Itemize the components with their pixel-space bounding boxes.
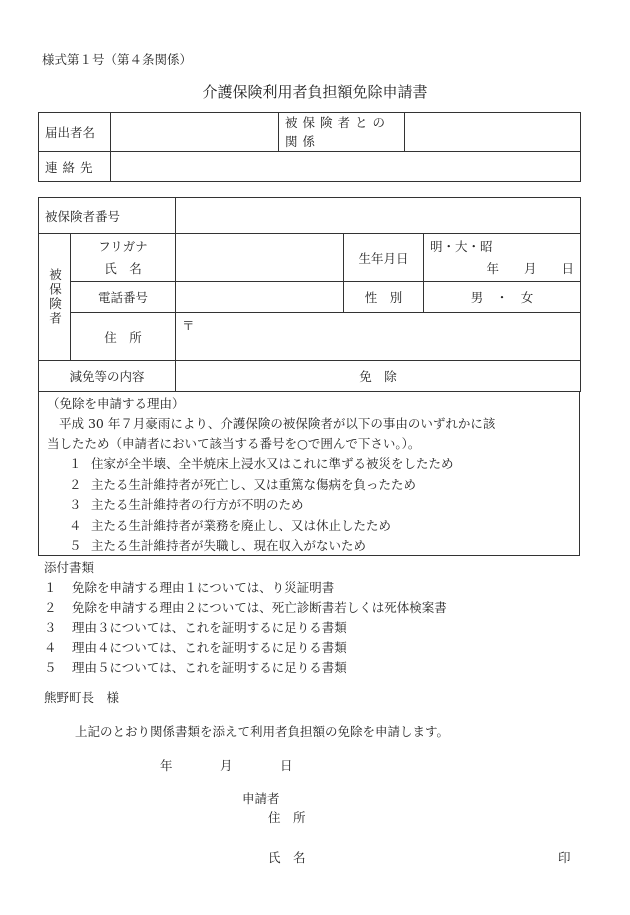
insured-number-label: 被保険者番号 [39,198,176,234]
applicant-name-label: 氏 名 [268,850,306,865]
date-year-label: 年 [160,758,173,773]
postal-mark: 〒 [182,318,195,333]
name-label-cell [71,234,176,282]
relation-label: 被保険者との関係 [279,113,405,152]
reason-item[interactable]: １ 住家が全半壊、全半焼床上浸水又はこれに準ずる被災をしたため [69,456,454,471]
reasons-intro-line2: 当したため（申請者において該当する番号を○で囲んで下さい。）。 [47,436,421,451]
applicant-address-label: 住 所 [268,810,306,825]
date-units: 年 月 日 [486,260,574,276]
reasons-box [38,392,580,556]
insured-table [38,197,581,392]
sex-options[interactable]: 男 ・ 女 [424,282,581,313]
attachments-section [44,558,447,678]
reason-item[interactable]: ３ 主たる生計維持者の行方が不明のため [69,497,304,512]
attachment-item: ４ 理由４については、これを証明するに足りる書類 [44,640,347,655]
phone-field[interactable] [176,282,344,313]
notifier-name-field[interactable] [111,113,279,152]
date-month-label: 月 [220,758,233,773]
furigana-label: フリガナ [98,238,148,254]
contact-label: 連絡先 [39,152,111,182]
form-number: 様式第１号（第４条関係） [42,52,193,67]
reason-item[interactable]: ４ 主たる生計維持者が業務を廃止し、又は休止したため [69,517,392,533]
insured-vertical-cell [39,234,71,361]
name-field[interactable] [176,234,344,282]
reduction-label: 減免等の内容 [39,361,176,392]
era-options[interactable]: 明・大・昭 [430,238,493,254]
attachment-item: ３ 理由３については、これを証明するに足りる書類 [44,620,347,635]
reduction-value: 免 除 [176,361,581,392]
birthdate-label: 生年月日 [344,234,424,282]
attachments-heading: 添付書類 [44,560,95,575]
notifier-label: 届出者名 [39,113,111,152]
attachment-item: １ 免除を申請する理由１については、り災証明書 [44,580,335,595]
relation-field[interactable] [405,113,581,152]
contact-field[interactable] [111,152,581,182]
addressee: 熊野町長 様 [44,690,120,705]
reason-item[interactable]: ５ 主たる生計維持者が失職し、現在収入がないため [69,538,367,553]
attachment-item: ２ 免除を申請する理由２については、死亡診断書若しくは死体検案書 [44,600,447,615]
notifier-table [38,112,581,182]
page-title: 介護保険利用者負担額免除申請書 [202,83,428,101]
reasons-heading: （免除を申請する理由） [47,396,185,411]
reason-item[interactable]: ２ 主たる生計維持者が死亡し、又は重篤な傷病を負ったため [69,476,417,492]
insured-vertical-label: 被保険者 [47,268,63,326]
name-label: 氏 名 [104,260,142,276]
birthdate-field[interactable] [424,234,581,282]
request-statement: 上記のとおり関係書類を添えて利用者負担額の免除を申請します。 [75,724,450,739]
attachment-item: ５ 理由５については、これを証明するに足りる書類 [44,660,347,675]
seal-mark: 印 [558,850,571,865]
address-label: 住 所 [71,313,176,361]
sex-label: 性 別 [344,282,424,313]
applicant-label: 申請者 [242,791,280,806]
phone-label: 電話番号 [71,282,176,313]
insured-number-field[interactable] [176,198,581,234]
address-field[interactable] [176,313,581,361]
reasons-intro-line1: 平成 30 年７月豪雨により、介護保険の被保険者が以下の事由のいずれかに該 [59,416,496,431]
date-day-label: 日 [280,758,293,773]
